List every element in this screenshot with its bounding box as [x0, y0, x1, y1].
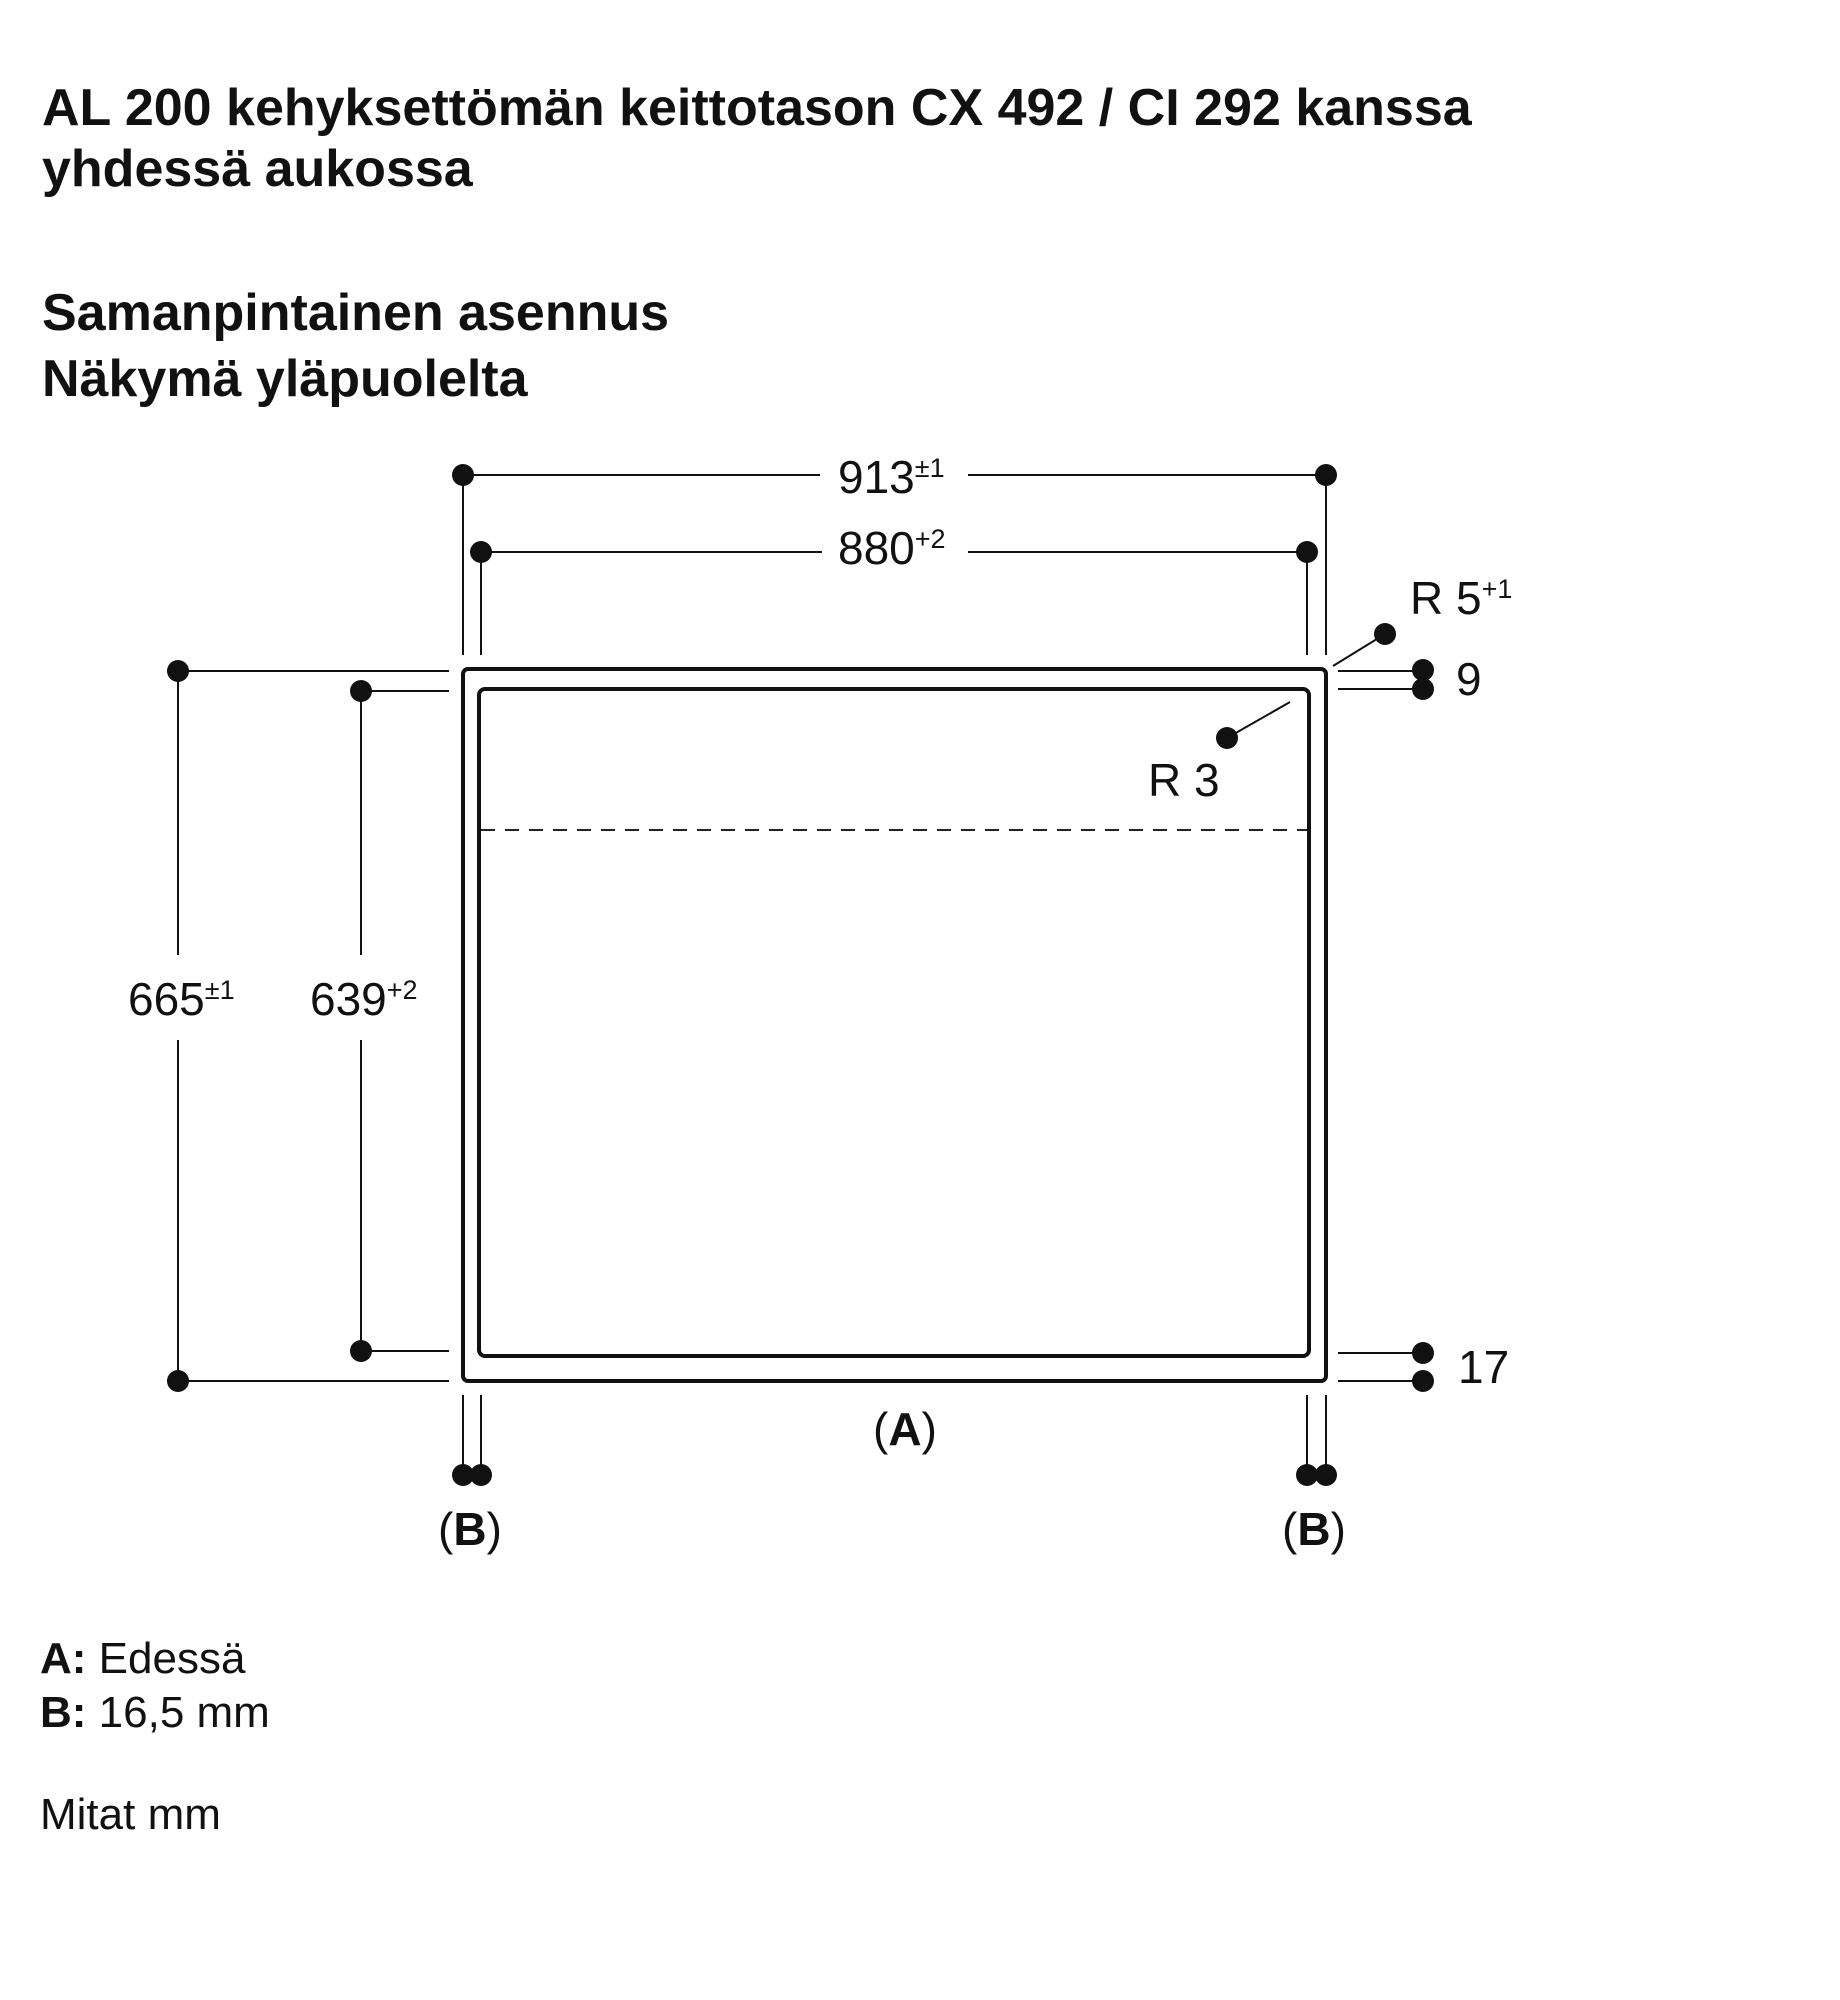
svg-text:880+2 — [838, 522, 946, 574]
inner-depth-tolerance: +2 — [386, 975, 418, 1005]
outer-width-tolerance: ±1 — [914, 453, 945, 483]
outer-radius-value: R 5 — [1410, 572, 1482, 624]
svg-text:R 5+1 — [1410, 572, 1512, 624]
outer-radius-tolerance: +1 — [1481, 574, 1513, 604]
side-offset-right — [1282, 1395, 1346, 1555]
inner-depth-value: 639 — [310, 973, 387, 1025]
front-marker: (A) — [873, 1403, 937, 1455]
units-note: Mitat mm — [40, 1790, 221, 1839]
inner-radius-label: R 3 — [1148, 754, 1220, 806]
legend-item-b: B: 16,5 mm — [40, 1687, 270, 1737]
side-offset-left — [438, 1395, 502, 1555]
outer-depth-value: 665 — [128, 973, 205, 1025]
svg-text:665±1 — [128, 973, 235, 1025]
svg-text:913±1 — [838, 451, 945, 503]
view-direction: Näkymä yläpuolelta — [42, 350, 528, 409]
drawing-title-line2: yhdessä aukossa — [42, 140, 473, 199]
dimension-inner-radius — [1148, 702, 1290, 806]
dimension-outer-depth — [128, 660, 449, 1392]
inner-width-value: 880 — [838, 522, 915, 574]
outer-depth-tolerance: ±1 — [204, 975, 235, 1005]
dimension-outer-radius — [1333, 572, 1512, 666]
dimension-bottom-offset — [1338, 1341, 1509, 1393]
legend — [40, 1632, 270, 1739]
side-marker-right: (B) — [1282, 1503, 1346, 1555]
drawing-title-line1: AL 200 kehyksettömän keittotason CX 492 / CI 292 kanssa — [42, 79, 1472, 137]
svg-text:639+2 — [310, 973, 418, 1025]
installation-type: Samanpintainen asennus — [42, 284, 670, 342]
dimension-top-offset — [1338, 653, 1482, 705]
bottom-offset-value: 17 — [1458, 1341, 1510, 1393]
dimension-inner-depth — [310, 680, 449, 1362]
inner-width-tolerance: +2 — [914, 524, 946, 554]
legend-item-a: A: Edessä — [40, 1634, 246, 1683]
top-offset-value: 9 — [1456, 653, 1482, 705]
outer-width-value: 913 — [838, 451, 915, 503]
dimension-inner-width — [470, 522, 1318, 655]
side-marker-left: (B) — [438, 1503, 502, 1555]
